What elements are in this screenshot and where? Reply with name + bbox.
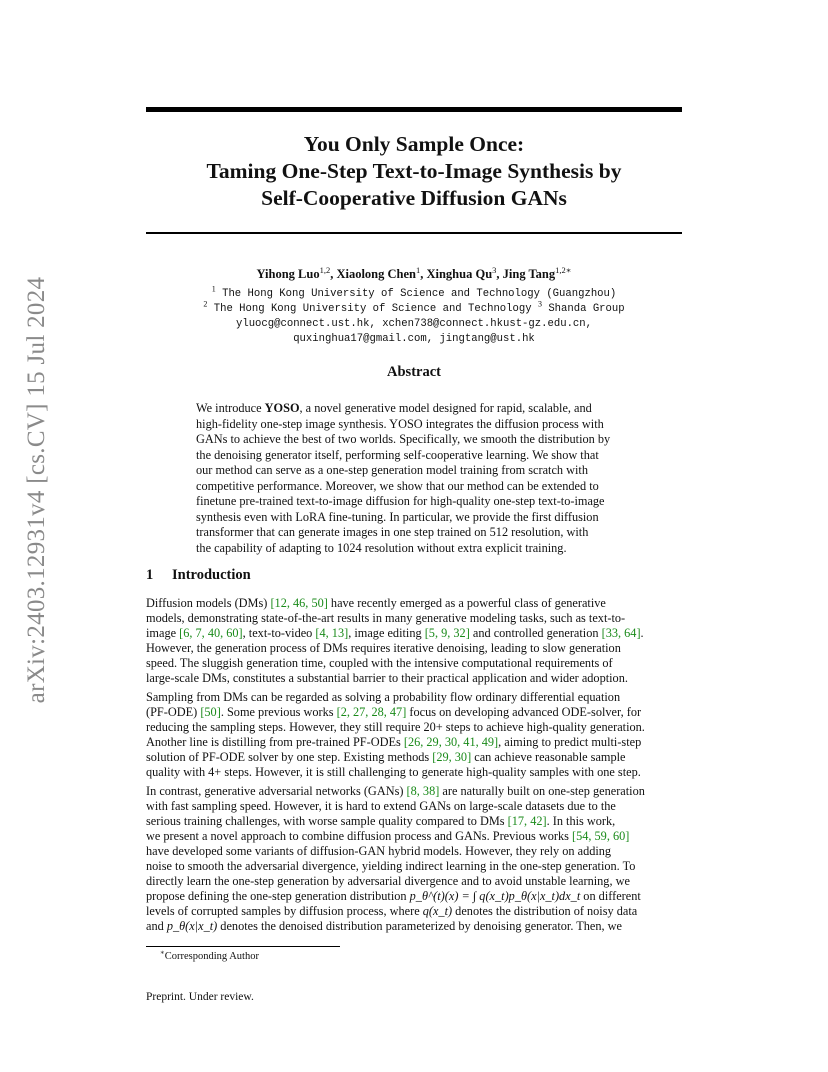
abstract-line: the capability of adapting to 1024 resolution without extra explicit training.	[196, 540, 567, 555]
title-line-1: You Only Sample Once:	[303, 132, 525, 156]
citation-link[interactable]: [6, 7, 40, 60]	[179, 626, 243, 640]
section-number: 1	[146, 567, 154, 583]
author-affiliation-mark: 1,2	[319, 264, 331, 275]
citation-link[interactable]: [50]	[200, 705, 221, 719]
citation-link[interactable]: [5, 9, 32]	[424, 626, 470, 640]
author-affiliation-mark: 1,2∗	[555, 264, 572, 275]
title-line-3: Self-Cooperative Diffusion GANs	[261, 186, 567, 210]
intro-paragraph-1: Diffusion models (DMs) [12, 46, 50] have recently emerged as a powerful class of generative models, demonstrating state-of-the-art results in many generative modeling tasks, such as text-to- image [6, 7, 40, 60], text-to-video [4, 13], image editing [5, 9, 32] and controlled generation [33, 64]. However, the generation process of DMs requires iterative denoising, leading to slow generation speed. The sluggish generation time, coupled with the intensive computational requirements of large-scale DMs, constitutes a substantial barrier to their practical application and wider adoption.	[146, 596, 644, 685]
intro-paragraph-2: Sampling from DMs can be regarded as solving a probability flow ordinary differential equation (PF-ODE) [50]. Some previous works [2, 27, 28, 47] focus on developing advanced ODE-solver, for reducing the sampling steps. However, they still require 20+ steps to achieve high-quality generation. Another line is distilling from pre-trained PF-ODEs [26, 29, 30, 41, 49], aiming to predict multi-step solution of PF-ODE solver by one step. Existing methods [29, 30] can achieve reasonable sample quality with 4+ steps. However, it is still challenging to generate high-quality samples with one step.	[146, 690, 645, 779]
model-name: YOSO	[264, 401, 300, 415]
footnote-rule	[146, 946, 340, 947]
abstract-line: transformer that can generate images in one step trained on 512 resolution, with	[196, 525, 589, 539]
arxiv-identifier: arXiv:2403.12931v4 [cs.CV] 15 Jul 2024	[23, 276, 50, 704]
abstract-line: finetune pre-trained text-to-image diffusion for high-quality one-step text-to-image	[196, 494, 605, 508]
abstract-line: competitive performance. Moreover, we show that our method can be extended to	[196, 478, 599, 493]
abstract-body	[196, 401, 636, 556]
inline-equation: p_θ(x|x_t)	[166, 919, 218, 933]
abstract-line: GANs to achieve the best of two worlds. Specifically, we smooth the distribution by	[196, 432, 611, 446]
section-title: Introduction	[172, 567, 251, 583]
author-affiliation-mark: 3	[492, 264, 497, 275]
abstract-line: high-fidelity one-step image synthesis. YOSO integrates the diffusion process with	[196, 416, 604, 431]
citation-link[interactable]: [33, 64]	[601, 626, 641, 640]
citation-link[interactable]: [4, 13]	[315, 626, 349, 640]
author-name: Yihong Luo	[256, 267, 320, 281]
footnote-mark: ∗	[160, 948, 165, 957]
affiliation-line-2: $^2$ The Hong Kong University of Science and Technology $^3$ Shanda Group	[203, 299, 625, 315]
title-bottom-rule	[146, 232, 682, 234]
abstract-line: our method can serve as a one-step generation model training from scratch with	[196, 463, 588, 477]
title-line-2: Taming One-Step Text-to-Image Synthesis by	[206, 159, 622, 183]
email-line-2: quxinghua17@gmail.com, jingtang@ust.hk	[293, 333, 535, 345]
paper-title	[146, 131, 682, 212]
affiliation-line-1: $^1$ The Hong Kong University of Science and Technology (Guangzhou)	[211, 284, 617, 300]
abstract-line: the denoising generator itself, performing self-cooperative learning. We show that	[196, 447, 599, 462]
citation-link[interactable]: [54, 59, 60]	[571, 829, 630, 843]
footnote	[160, 948, 259, 962]
author-name: Jing Tang	[502, 267, 556, 281]
arxiv-sidebar	[20, 276, 54, 704]
author-name: Xinghua Qu	[426, 267, 493, 281]
abstract-line: We introduce YOSO, a novel generative model designed for rapid, scalable, and	[196, 401, 592, 415]
abstract-line: synthesis even with LoRA fine-tuning. In particular, we provide the first diffusion	[196, 509, 599, 524]
title-top-rule	[146, 107, 682, 112]
page-footer: Preprint. Under review.	[146, 991, 254, 1003]
abstract-heading: Abstract	[387, 364, 441, 380]
citation-link[interactable]: [8, 38]	[406, 784, 440, 798]
citation-link[interactable]: [17, 42]	[507, 814, 547, 828]
author-list: Yihong Luo$^{1,2}$, Xiaolong Chen$^1$, Xinghua Qu$^3$, Jing Tang$^{1,2∗}$	[256, 264, 572, 281]
citation-link[interactable]: [29, 30]	[432, 750, 472, 764]
section-heading-introduction	[146, 567, 251, 584]
author-affiliation-mark: 1	[415, 264, 421, 275]
inline-equation: q(x_t)	[422, 904, 453, 918]
citation-link[interactable]: [26, 29, 30, 41, 49]	[403, 735, 499, 749]
citation-link[interactable]: [2, 27, 28, 47]	[336, 705, 407, 719]
footnote-text: Corresponding Author	[164, 951, 259, 962]
author-name: Xiaolong Chen	[336, 267, 416, 281]
email-line-1: yluocg@connect.ust.hk, xchen738@connect.hkust-gz.edu.cn,	[235, 318, 592, 330]
intro-paragraph-3: In contrast, generative adversarial networks (GANs) [8, 38] are naturally built on one-step generation with fast sampling speed. However, it is hard to extend GANs on large-scale datasets due to the serious training challenges, with worse sample quality compared to DMs [17, 42]. In this work, we present a novel approach to combine diffusion process and GANs. Previous works [54, 59, 60] have developed some variants of diffusion-GAN hybrid models. However, they rely on adding noise to smooth the adversarial divergence, yielding indirect learning in the one-step generation. To directly learn the one-step generation by adversarial divergence and to avoid unstable learning, we propose defining the one-step generation distribution p_θ^(t)(x) = ∫ q(x_t)p_θ(x|x_t)dx_t on different levels of corrupted samples by diffusion process, where q(x_t) denotes the distribution of noisy data and p_θ(x|x_t) denotes the denoised distribution parameterized by denoising generator. Then, we	[146, 784, 645, 933]
inline-equation: p_θ^(t)(x) = ∫ q(x_t)p_θ(x|x_t)dx_t	[409, 889, 581, 903]
citation-link[interactable]: [12, 46, 50]	[270, 596, 328, 610]
